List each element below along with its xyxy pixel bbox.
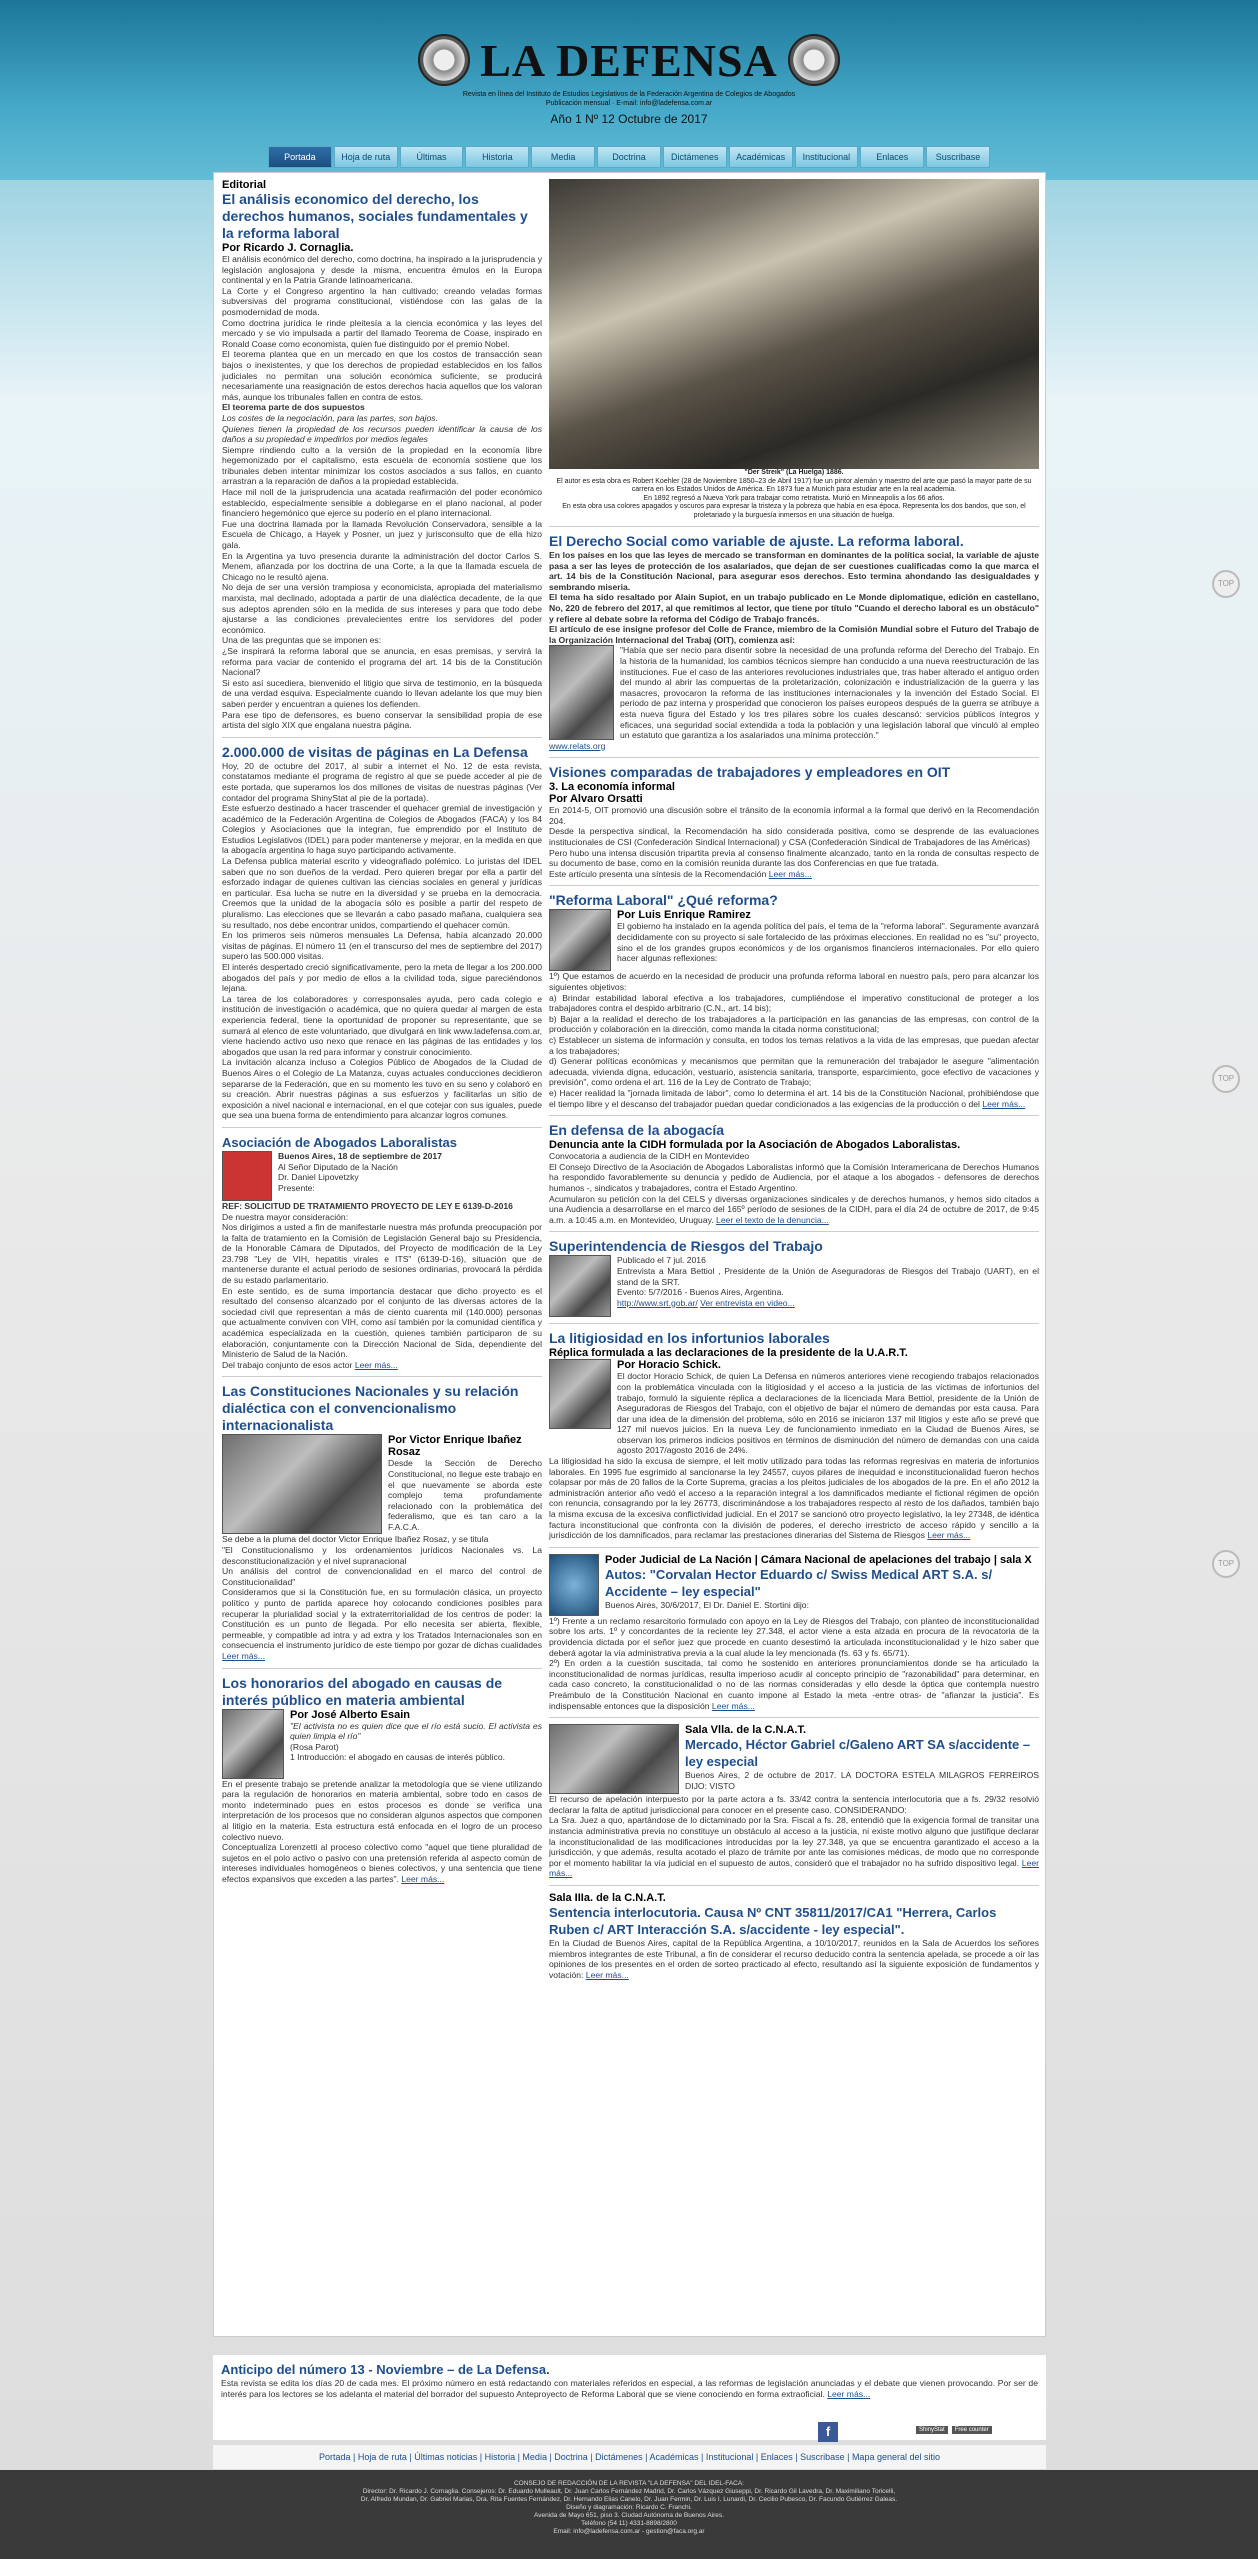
- article-text: Una de las preguntas que se imponen es:: [222, 635, 382, 646]
- read-more-link[interactable]: Leer más...: [401, 1873, 445, 1884]
- nav-portada[interactable]: Portada: [268, 146, 332, 168]
- article-text: Acumularon su petición con la del CELS y diversas organizaciones sindicales y de derechos humanos, y hemos sido citados a una Audiencia a desarrollarse en el marco del 165º período de sesiones de la CIDH, para el día 24 de octubre de 2017, de 9:45 a.m. a 10:45 a.m. en Montevideo, Uruguay.: [549, 1193, 1039, 1225]
- footer-nav[interactable]: Portada | Hoja de ruta | Últimas noticias | Historia | Media | Doctrina | Dictámenes | Académicas | Institucional | Enlaces | Suscribase | Mapa general del sitio: [213, 2445, 1046, 2469]
- divider: [222, 1668, 542, 1669]
- seal-right-icon: [788, 34, 840, 86]
- article-text: Quienes tienen la propiedad de los recursos pueden identificar la causa de los daños a su propiedad e impedirlos por medios legales: [222, 423, 542, 445]
- external-link[interactable]: www.relats.org: [549, 740, 606, 751]
- article-title[interactable]: En defensa de la abogacía: [549, 1122, 725, 1139]
- article-text: 1º) Frente a un reclamo resarcitorio formulado con apoyo en la Ley de Riesgos del Trabajo, con planteo de inconstitucionalidad sobre los arts. 1º y concordantes de la reciente ley 27.348, el actor viene a esta alzada en procura de la revocatoria de la providencia dictada por el señor juez que procede en cuanto desestimó la articulada inconstitucionalidad y le hizo saber que deberá agotar la vía administrativa previa a la cual alude la ley mencionada (fs. 63 y fs. 65/71).: [549, 1615, 1039, 1658]
- article-author: Por Alvaro Orsatti: [549, 793, 643, 806]
- article-text: La invitación alcanza incluso a Colegios Público de Abogados de la Ciudad de Buenos Aires o el Colegio de La Matanza, cuyas actuales conducciones decidieron separarse de la Federación, que en su momento les tuvo en su seno y colaboró en su creación. Abrir nuestras páginas a sus esfuerzos y facilitarlas un sitio de exposición a nivel nacional e internacional, en el que cotejar con sus iguales, puede que sea una buena forma de entendimiento para alcanzar logros comunes.: [222, 1057, 542, 1121]
- article-text: [222, 1587, 542, 1661]
- article-text: Se debe a la pluma del doctor Victor Enrique Ibañez Rosaz, y se titula: [222, 1534, 489, 1545]
- article-text: e) Hacer realidad la "jornada limitada de labor", como lo determina el art. 14 bis de la Constitución Nacional, prohibiéndose que el tiempo libre y el descanso del trabajador puedan quedar condicionados a las exigencias de la producción o del: [549, 1087, 1039, 1109]
- article-text: 1º) Que estamos de acuerdo en la necesidad de producir una profunda reforma laboral en nuestro país, pero para alcanzar los siguientes objetivos:: [549, 971, 1039, 993]
- author-photo: [222, 1709, 284, 1779]
- read-more-link[interactable]: Leer más...: [711, 1700, 755, 1711]
- nav-academicas[interactable]: Académicas: [729, 146, 793, 168]
- article-author: Por Victor Enrique Ibañez Rosaz: [388, 1434, 522, 1459]
- article-intro: [549, 909, 1039, 971]
- editorial-label: Editorial: [222, 179, 267, 191]
- left-column: [222, 179, 542, 1884]
- article-text: [549, 1194, 1039, 1226]
- nav-dictamenes[interactable]: Dictámenes: [663, 146, 727, 168]
- painting-caption: En esta obra usa colores apagados y oscuros para expresar la tristeza y la pobreza que había en esa época. Representa los dos bandos, que son, el proletariado y la burguesía inmersos en una situación de huelga.: [562, 503, 1026, 519]
- read-more-link[interactable]: Leer más...: [354, 1359, 398, 1370]
- article-text: En los países en los que las leyes de mercado se transforman en dominantes de la política social, la variable de ajuste pasa a ser las leyes de protección de los asalariados, que dejan de ser cuestiones cualificadas como la que marca el art. 14 bis de la Constitución Nacional, para asegurar esos derechos. Esto termina ahondando las desigualdades y sembrando miseria.: [549, 550, 1039, 592]
- author-photo: [549, 645, 614, 740]
- interview-photo: [549, 1255, 611, 1317]
- article-title[interactable]: Autos: "Corvalan Hector Eduardo c/ Swiss Medical ART S.A. s/ Accidente – ley especial": [605, 1566, 993, 1599]
- article-text: En el presente trabajo se pretende analizar la metodología que se viene utilizando para la regulación de honorarios en materia ambiental, sobre todo en casos de monto indeterminado pues en estos procesos es donde se verifica una interpretación de los procesos que no consideran algunos aspectos que componen al litigio en la materia. Esta estructura está enfocada en el logro de un proceso colectivo nuevo.: [222, 1778, 542, 1842]
- court-label: Sala Vlla. de la C.N.A.T.: [685, 1724, 807, 1737]
- article-text: a) Brindar estabilidad laboral efectiva a los trabajadores, cumpliéndose el imperativo constitucional de proteger a los trabajadores contra el despido arbitrario (C.N., art. 14 bis);: [549, 992, 1039, 1014]
- article-text: 2º) En orden a la cuestión suscitada, tal como he sostenido en anteriores pronunciamientos donde se ha articulado la inconstitucionalidad de normas jurídicas, resulta imperioso acudir al concepto principio de "razonabilidad" para determinar, en cada caso concreto, la constitucionalidad o no de las normas consideradas y ello desde la óptica que contempla nuestro Preámbulo de la Constitución Nacional en cuanto impone al Estado la meta -entre otras- de "afianzar la justicia". Es indispensable entonces que la disposición: [549, 1658, 1039, 1711]
- main-nav: [268, 146, 990, 168]
- read-more-link[interactable]: Leer más...: [827, 2388, 871, 2399]
- article-title[interactable]: La litigiosidad en los infortunios laborales: [549, 1330, 830, 1347]
- article-text: La litigiosidad ha sido la excusa de siempre, el leit motiv utilizado para todas las reformas regresivas en materia de infortunios laborales. En 1995 fue esgrimido al sancionarse la ley 24557, cuyos pilares de inequidad e inconstitucionalidad fueron hechos colapsar por más de 20 fallos de la Corte Suprema, gracias a los pleitos judiciales de los abogados de la pre. En el año 2012 la administración anterior año vedó el acceso a la reparación integral a los damnificados mediante el fictional régimen de opción con renuncia, consagrando por la ley 26773, discriminándose a los trabajadores respecto al resto de los dañados, también bajo la misma excusa de la excesiva conflictividad judicial. En el 2017 se sancionó otro proyecto legislativo, la ley 27348, de idéntica factura inconstitucional que confronta con la división de poderes, el derecho irrestricto de acceso rápido y sencillo a la jurisdicción de los damnificados, para reclamar las prestaciones dinerarias del Sistema de Riesgos: [549, 1456, 1039, 1541]
- article-text: Entrevista a Mara Bettiol , Presidente de la Unión de Aseguradoras de Riesgos del Trabajo (UART), en el stand de la SRT.: [617, 1265, 1039, 1287]
- content-page: [213, 172, 1046, 2337]
- article-text: Desde la Sección de Derecho Constitucional, no llegue este trabajo en el que nuevamente se aborda este complejo tema profundamente relacionado con la problemática del federalismo, que es tan caro a la F.A.C.A.: [388, 1458, 542, 1532]
- article-title[interactable]: 2.000.000 de visitas de páginas en La Defensa: [222, 743, 528, 760]
- header-contact: Publicación mensual · E-mail: info@ladefensa.com.ar: [545, 100, 713, 107]
- nav-hoja-de-ruta[interactable]: Hoja de ruta: [334, 146, 398, 168]
- article-text: [549, 869, 1039, 880]
- divider: [549, 526, 1039, 527]
- article-title[interactable]: Asociación de Abogados Laboralistas: [222, 1134, 458, 1150]
- article-text: En la Ciudad de Buenos Aires, capital de la República Argentina, a 10/10/2017, reunidos en la Sala de Acuerdos los señores miembros integrantes de este Tribunal, a fin de considerar el recurso deducido contra la sentencia apelada, se procede a oír las opiniones de los presentes en el orden de sorteo practicado al efecto, resultando así la siguiente exposición de fundamentos y votación:: [549, 1937, 1039, 1980]
- article-text: En 2014-5, OIT promovió una discusión sobre el tránsito de la economía informal a la formal que derivó en la Recomendación 204.: [549, 805, 1039, 826]
- letter-recipient: Dr. Daniel Lipovetzky: [278, 1172, 359, 1183]
- article-title[interactable]: "Reforma Laboral" ¿Qué reforma?: [549, 892, 778, 909]
- article-text: La Corte y el Congreso argentino la han cultivado; creando veladas formas subversivas del programa constitucional, vistiéndose con las galas de la posmodernidad de moda.: [222, 285, 542, 317]
- article-title[interactable]: Sentencia interlocutoria. Causa Nº CNT 35811/2017/CA1 "Herrera, Carlos Ruben c/ ART Interacción S.A. s/accidente - ley especial".: [549, 1904, 997, 1937]
- article-text: [222, 1842, 542, 1884]
- article-intro: [549, 1255, 1039, 1317]
- article-text: La tarea de los colaboradores y corresponsales ayuda, pero cada colegio e institución de investigación o académica, que no quiera quedar al margen de esta experiencia federal, tiene la oportunidad de proponer su representante, que se sumará al elenco de este voluntariado, que divulgará en link www.ladefensa.com.ar, viene haciendo activo uso nexo que renace en las páginas de las entidades y los abogados que usan la red para informar y construir conocimiento.: [222, 993, 542, 1057]
- article-author: Por Ricardo J. Cornaglia.: [222, 242, 354, 254]
- article-title[interactable]: Superintendencia de Riesgos del Trabajo: [549, 1238, 823, 1255]
- divider: [549, 1547, 1039, 1548]
- article-text: Si esto así sucediera, bienvenido el litigio que sirva de testimonio, en la búsqueda de una verdad esquiva. Especialmente cuando lo llevan adelante los que muy bien saben perder y encuentran a quienes los defienden.: [222, 677, 542, 709]
- article-author: Por José Alberto Esain: [290, 1708, 411, 1721]
- read-more-link[interactable]: Leer más...: [768, 868, 812, 879]
- article-text: Evento: 5/7/2016 - Buenos Aires, Argentina.: [617, 1287, 784, 1298]
- footer-line: Teléfono (54 11) 4331-8898/2800: [581, 2520, 677, 2527]
- court-label: Poder Judicial de La Nación | Cámara Nacional de apelaciones del trabajo | sala X: [605, 1553, 1032, 1566]
- external-link[interactable]: http://www.srt.gob.ar/: [617, 1297, 698, 1308]
- article-text: [222, 1360, 542, 1371]
- scroll-top-icon[interactable]: TOP: [1212, 1065, 1240, 1093]
- nav-historia[interactable]: Historia: [465, 146, 529, 168]
- article-text: El gobierno ha instalado en la agenda política del país, el tema de la "reforma laboral". Seguramente avanzará decididamente con su proyecto si sale fortalecido de las próximas elecciones. En realidad no es "su" proyecto, sino el de los grandes grupos económicos y de los organismos financieros internacionales. Por ello quiero hacer algunas reflexiones:: [617, 921, 1039, 964]
- author-photo: [549, 909, 611, 971]
- article-text: Publicado el 7 jul. 2016: [617, 1255, 706, 1266]
- association-logo: [222, 1151, 272, 1201]
- quote-block: [549, 645, 1039, 740]
- painting-image: [549, 179, 1039, 469]
- letter-recipient: Presente:: [278, 1182, 315, 1193]
- divider: [549, 757, 1039, 758]
- article-text: Del trabajo conjunto de esos actor: [222, 1359, 353, 1370]
- painting-caption: En 1892 regresó a Nueva York para trabajar como retratista. Murió en Minneapolis a los 66 años.: [643, 494, 945, 502]
- article-text: Buenos Aires, 30/6/2017, El Dr. Daniel E. Stortini dijo:: [605, 1599, 809, 1610]
- article-text: [549, 1938, 1039, 1980]
- nav-ultimas-noticias[interactable]: Últimas: [400, 146, 464, 168]
- article-subtitle: 3. La economía informal: [549, 781, 675, 794]
- divider: [222, 1376, 542, 1377]
- article-text: [549, 1658, 1039, 1711]
- article-author: Por Luis Enrique Ramirez: [617, 909, 751, 922]
- painting-caption: El autor es esta obra es Robert Koehler (28 de Noviembre 1850–23 de Abril 1917) fue un pintor alemán y maestro del arte que pasó la mayor parte de su carrera en los Estados Unidos de América. En 1873 fue a Munich para estudiar arte en la real academia.: [556, 477, 1032, 493]
- site-header: [210, 30, 1048, 140]
- article-text: Buenos Aires, 2 de octubre de 2017. LA DOCTORA ESTELA MILAGROS FERREIROS DIJO: VISTO: [685, 1770, 1039, 1791]
- article-text: No deja de ser una versión trampiosa y economicista, apropiada del materialismo marxista, mal declinado, adoptada a partir de una dialéctica decadente, de la que sus adeptos aprenden sólo en la medida de sus intereses y para que todo debe ajustarse a las condiciones prevalecientes entre los servidores del poder económico.: [222, 582, 542, 635]
- article-intro: [222, 1434, 542, 1534]
- footer-line: Avenida de Mayo 651, piso 3. Ciudad Autónoma de Buenos Aires.: [534, 2512, 724, 2519]
- article-text: Desde la perspectiva sindical, la Recomendación ha sido considerada positiva, como se desprende de las evaluaciones institucionales de CSI (Confederación Sindical Internacional) y CSA (Confederación Sindical de Trabajadores de las Américas): [549, 826, 1039, 848]
- read-more-link[interactable]: Leer más...: [549, 1857, 1039, 1879]
- next-issue-text: [221, 2378, 1038, 2399]
- judiciary-seal-icon: [549, 1554, 599, 1616]
- letter-date: Buenos Aires, 18 de septiembre de 2017: [278, 1150, 442, 1161]
- nav-media[interactable]: Media: [531, 146, 595, 168]
- letter-recipient: Al Señor Diputado de la Nación: [278, 1161, 398, 1172]
- article-quote: "Había que ser necio para disentir sobre la necesidad de una profunda reforma del Derecho del Trabajo. En la historia de la humanidad, los cambios técnicos siempre han conducido a una nueva reestructuración de las instituciones. Fue el caso de las anteriores revoluciones industriales que, tras haber alterado el antiguo orden del mundo al abrir las compuertas de la proletarización, colonización e industrialización de la guerra y las masacres, provocaron la reforma de las instituciones internacionales y la invención del Estado Social. El periodo de paz interna y prosperidad que conocieron los países europeos después de la guerra se atribuye a esta nueva figura del Estado y los tres pilares sobre los cuales descansó: servicios públicos íntegros y eficaces, una seguridad social extendida a toda la población y una legislación laboral que vinculó al empleo un estatuto que garantiza a los asalariados una mínima protección.": [620, 645, 1039, 741]
- article-title[interactable]: Mercado, Héctor Gabriel c/Galeno ART SA s/accidente – ley especial: [685, 1737, 1031, 1770]
- painting-caption-title: "Der Streik" (La Huelga) 1886.: [744, 469, 844, 476]
- article-text: La Sra. Juez a quo, apartándose de lo dictaminado por la Sra. Fiscal a fs. 28, entendió que la exigencia formal de transitar una instancia administrativa previa no constituye un obstáculo al acceso a la justicia, ni existe motivo alguno que justifique declarar la inconstitucionalidad de las modificaciones introducidas por la ley 27.348, ya que se encuentra garantizado el acceso a la jurisdicción, y que además, resulta acotado el plazo de trámite por ante las comisiones médicas, de modo que no corresponde por el momento habilitar la vía judicial en el supuesto de autos, consideró que el trabajador no ha sufrido dispositivo legal.: [549, 1815, 1039, 1868]
- article-text: Este artículo presenta una síntesis de la Recomendación: [549, 868, 767, 879]
- counter-badges: [916, 2426, 992, 2434]
- article-text: [549, 1456, 1039, 1541]
- divider: [549, 1885, 1039, 1886]
- nav-enlaces[interactable]: Enlaces: [860, 146, 924, 168]
- article-text: La Defensa publica material escrito y videografiado polémico. Lo juristas del IDEL saben que no son dueños de la verdad. Pero quieren bregar por ella a partir del esforzado indagar de quienes cultivan las ciencias sociales en general y jurídicas en particular. Esa lucha se nutre en la diversidad y se prueba en la democracia. Creemos que la unidad de la abogacía sólo es posible a partir del respeto de pluralismo. Las elecciones que se llevarán a cabo pasado mañana, cualquiera sea su resultado, nos debe encontrar unidos, compartiendo el quehacer común.: [222, 856, 542, 930]
- footer-line: Dr. Alfredo Mundan, Dr. Gabriel Marias, Dra. Rita Fuentes Fernández, Dr. Hernando Elias Canelo, Dr. Juan Fermin, Dr. Luis I. Lunardi, Dr. Cecilio Pubesco, Dr. Facundo Gutiérrez Galeas.: [360, 2496, 898, 2503]
- article-text: ¿Se inspirará la reforma laboral que se anuncia, en esas premisas, y servirá la reforma para vaciar de contenido el programa del art. 14 bis de la Constitución Nacional?: [222, 645, 542, 678]
- read-more-link[interactable]: Leer más...: [222, 1650, 265, 1661]
- article-text: El doctor Horacio Schick, de quien La Defensa en números anteriores viene recogiendo trabajos relacionados con la problemática vinculada con la litigiosidad y el acceso a la justicia de las víctimas de infortunios del trabajo, formuló la siguiente réplica a declaraciones de la licenciada Mara Bettiol, presidente de la Unión de Aseguradoras de Riesgos del Trabajo, con el objetivo de bajar el número de demandas por esta causa. Para dar una idea de la dimensión del problema, sólo en 2016 se iniciaron 137 mil litigios y este año se prevé que 127 mil nuevos juicios. En la nueva Ley de funcionamiento inmediato en la Ciudad de Buenos Aires, se observan los primeros indicios positivos en términos de disminución del número de demandas con una caída agosto 2017/agosto 2016 de 24%.: [617, 1371, 1039, 1456]
- article-text: b) Bajar a la realidad el derecho de los trabajadores a la participación en las ganancias de las empresas, con control de la producción y colaboración en la dirección, como manda la citada norma constitucional;: [549, 1013, 1039, 1035]
- article-text: En este sentido, es de suma importancia destacar que dicho proyecto es el resultado del consenso alcanzado por el conjunto de las diversas actores de la sociedad civil que representan a más de ciento cuarenta mil (140.000) personas que actualmente conviven con VIH, como así también por la comunidad científica y académica especializada en la cuestión, quienes también participaron de su elaboración, conjuntamente con la Dirección Nacional de Sida, dependiente del Ministerio de Salud de la Nación.: [222, 1285, 542, 1360]
- divider: [549, 1717, 1039, 1718]
- facebook-icon[interactable]: f: [818, 2422, 838, 2442]
- divider: [222, 1127, 542, 1128]
- article-subheading: El teorema parte de dos supuestos: [222, 402, 365, 413]
- divider: [549, 1231, 1039, 1232]
- article-text: El teorema plantea que en un mercado en que los costos de transacción sean bajos o inexistentes, y que los derechos de propiedad establecidos en los fallos judiciales no permitan una solución económica suficiente, se producirá necesariamente una reasignación de estos derechos hacia aquellos que los valoran más, aunque los tribunales fallen en contra de estos.: [222, 349, 542, 402]
- article-text: Fue una doctrina llamada por la llamada Revolución Conservadora, sensible a la Escuela de Chicago, a Hayek y Posner, un juez y jurisconsulto que de ella hizo gala.: [222, 518, 542, 551]
- article-quote-source: (Rosa Parot): [290, 1741, 339, 1752]
- nav-suscribase[interactable]: Suscribase: [926, 146, 990, 168]
- divider: [549, 885, 1039, 886]
- court-photo: [549, 1724, 679, 1794]
- article-text: Nos dirigimos a usted a fin de manifestarle nuestra más profunda preocupación por la falta de tratamiento en la Comisión de Legislación General bajo su Presidencia, de la Honorable Cámara de Diputados, del Proyecto de modificación de la Ley 23.798 "Ley de VIH, hepatitis virales e ITS" (6139-D-16), situación que de mantenerse durante el actual periodo de sesiones ordinarias, provocará la pérdida de su estado parlamentario.: [222, 1222, 542, 1286]
- footer-line: Director: Dr. Ricardo J. Cornaglia. Consejeros: Dr. Eduardo Mulleault, Dr. Juan Carlos Fernández Madrid, Dr. Carlos Vázquez Giuseppi, Dr. Ricardo Gil Lavedra, Dr. Maximiliano Toricelli,: [362, 2488, 896, 2495]
- article-subtitle: Convocatoria a audiencia de la CIDH en Montevideo: [549, 1151, 750, 1162]
- seal-left-icon: [418, 34, 470, 86]
- article-text: De nuestra mayor consideración:: [222, 1211, 349, 1222]
- article-text: c) Establecer un sistema de información y consulta, en todos los temas relativos a la vida de las empresas, que puedan afectar a los trabajadores;: [549, 1035, 1039, 1056]
- read-more-link[interactable]: Leer más...: [927, 1530, 971, 1541]
- author-photo: [549, 1359, 611, 1429]
- article-text: El tema ha sido resaltado por Alain Supiot, en un trabajo publicado en Le Monde diplomatique, edición en castellano, No, 220 de febrero del 2017, al que remitimos al lector, que tiene por título "Cuando el derecho laboral es un obstáculo" y refiere al debate sobre la reforma del Código de Trabajo francés.: [549, 592, 1039, 624]
- article-text: "El Constitucionalismo y los ordenamientos jurídicos Nacionales vs. La desconstitucionalización y el nivel supranacional: [222, 1545, 542, 1566]
- nav-institucional[interactable]: Institucional: [795, 146, 859, 168]
- article-text: [549, 1088, 1039, 1109]
- footer-email[interactable]: Email: info@ladefensa.com.ar - gestion@faca.org.ar: [553, 2528, 705, 2535]
- article-title[interactable]: Las Constituciones Nacionales y su relación dialéctica con el convencionalismo internacionalista: [222, 1383, 519, 1434]
- article-text: Consideramos que si la Constitución fue, en su formulación clásica, un proyecto político y punto de partida aparece hoy colocando condiciones posibles para recuperar la plurialidad social y la extraterritorialidad de los centros de poder: la Constitución es un punto de llegada. Por ello necesita ser abierta, flexible, permeable, y compatible ad intra y ad extra y los Tratados Internacionales son en consecuencia el instrumento jurídico de este tiempo por gozar de dichas cualidades: [222, 1587, 542, 1651]
- site-title[interactable]: LA DEFENSA: [480, 34, 778, 86]
- ruling-block: [549, 1554, 1039, 1616]
- court-label: Sala IIIa. de la C.N.A.T.: [549, 1891, 666, 1904]
- article-title[interactable]: Visiones comparadas de trabajadores y empleadores en OIT: [549, 764, 951, 781]
- article-text: Siempre rindiendo culto a la versión de la propiedad en la economía libre hegemonizado por el capitalismo, esta escuela de economía sostiene que los tribunales deben intentar minimizar los costos asociados a sus fallos, en cuanto arrastran a la reparación de daños a la propiedad establecida.: [222, 444, 542, 487]
- divider: [549, 1323, 1039, 1324]
- article-text: Hoy, 20 de octubre del 2017, al subir a internet el No. 12 de esta revista, constatamos mediante el programa de registro al que se puede acceder al pie de este portada, que superamos los dos millones de visitas de nuestras páginas (Ver contador del programa ShinyStat al pie de la portada).: [222, 760, 542, 803]
- article-intro: [549, 1359, 1039, 1456]
- article-text: Un análisis del control de convencionalidad en el marco del control de Constitucionalidad": [222, 1566, 542, 1587]
- read-more-link[interactable]: Leer más...: [982, 1098, 1026, 1109]
- article-quote: "El activista no es quien dice que el río está sucio. El activista es quien limpia el río": [290, 1720, 542, 1742]
- article-text: Los costes de la negociación, para las partes, son bajos.: [222, 412, 438, 423]
- read-more-link[interactable]: Leer el texto de la denuncia...: [716, 1214, 829, 1225]
- article-text: En la Argentina ya tuvo presencia durante la administración del doctor Carlos S. Menem, afianzada por los doctrina de una Corte, a la que la llamada escuela de Chicago no le resultó ajena.: [222, 550, 542, 582]
- article-author: Por Horacio Schick.: [617, 1359, 721, 1372]
- shinystat-badge[interactable]: ShinyStat: [916, 2426, 948, 2434]
- article-text: Para ese tipo de defensores, es bueno conservar la sensibilidad propia de ese artista del siglo XIX que engalana nuestra página.: [222, 709, 542, 731]
- divider: [222, 737, 542, 738]
- counter-badge[interactable]: Free counter: [952, 2426, 992, 2434]
- author-photo: [222, 1434, 382, 1534]
- next-issue-text: Esta revista se edita los días 20 de cada mes. El próximo número en está redactando con materiales referidos en especial, a las reformas de legislación anunciadas y el debate que vienen provocando. Por ser de interés para los lectores se los adelanta el material del borrador del supuesto Anteproyecto de Reforma Laboral que se viene conociendo en forma extraoficial.: [221, 2378, 1038, 2399]
- letter-header: [222, 1151, 542, 1201]
- article-intro: [222, 1709, 542, 1779]
- article-text: En los primeros seis números mensuales La Defensa, había alcanzado 20.000 visitas de páginas. El número 11 (en el transcurso del mes de septiembre del 2017) supero las 500.000 visitas.: [222, 930, 542, 962]
- footer-line: CONSEJO DE REDACCIÓN DE LA REVISTA "LA DEFENSA" DEL IDEL-FACA:: [513, 2480, 744, 2487]
- letter-ref: REF: SOLICITUD DE TRATAMIENTO PROYECTO DE LEY E 6139-D-2016: [222, 1200, 513, 1211]
- article-text: El artículo de ese insigne profesor del Colle de France, miembro de la Comisión Mundial sobre el Futuro del Trabajo de la Organización Internacional del Trabaj (OIT), comienza así:: [549, 624, 1039, 645]
- article-text: Conceptualiza Lorenzetti al proceso colectivo como "aquel que tiene pluralidad de sujetos en el polo activo o pasivo con una pretensión referida al aspecto común de intereses individuales homogéneos o bienes colectivos, y una sentencia que tiene efectos expansivos que exceden a las partes".: [222, 1842, 542, 1884]
- article-title[interactable]: El Derecho Social como variable de ajuste. La reforma laboral.: [549, 533, 964, 549]
- scroll-top-icon[interactable]: TOP: [1212, 570, 1240, 598]
- article-subtitle: Réplica formulada a las declaraciones de la presidente de la U.A.R.T.: [549, 1347, 908, 1360]
- article-text: d) Generar políticas económicas y mecanismos que permitan que la remuneración del trabajador le asegure "alimentación adecuada, vivienda digna, educación, vestuario, asistencia sanitaria, transporte, esparcimiento, goce efectivo de vacaciones y previsión", como ordena el art. 116 de la Ley de Contrato de Trabajo;: [549, 1056, 1039, 1088]
- article-title[interactable]: Los honorarios del abogado en causas de interés público en materia ambiental: [222, 1674, 503, 1708]
- logo-row: [210, 30, 1048, 90]
- read-more-link[interactable]: Leer más...: [585, 1969, 629, 1980]
- article-title[interactable]: El análisis economico del derecho, los derechos humanos, sociales fundamentales y la reforma laboral: [222, 191, 528, 241]
- article-subtitle: Denuncia ante la CIDH formulada por la Asociación de Abogados Laboralistas.: [549, 1139, 961, 1152]
- article-text: 1 Introducción: el abogado en causas de interés público.: [290, 1752, 505, 1763]
- footer-line: Diseño y diagramación: Ricardo C. Franchi.: [566, 2504, 692, 2511]
- article-text: El análisis económico del derecho, como doctrina, ha inspirado a la jurisprudencia y legislación anglosajona y desde la misma, encuentra émulos en la Europa continental y en la Patria Grande latinoamericana.: [222, 254, 542, 286]
- video-link[interactable]: Ver entrevista en video...: [700, 1297, 795, 1308]
- header-subtitle: Revista en línea del Instituto de Estudios Legislativos de la Federación Argentina de Colegios de Abogados: [462, 91, 796, 98]
- next-issue-title[interactable]: Anticipo del número 13 - Noviembre – de La Defensa.: [221, 2362, 550, 2377]
- footer-credits: [0, 2470, 1258, 2559]
- right-column: [549, 179, 1039, 1980]
- article-text: El interés despertado creció significativamente, pero la meta de llegar a los 200.000 abogados del país y por medio de ellos a la civilidad toda, sigue pareciéndonos lejana.: [222, 962, 542, 994]
- article-text: Como doctrina jurídica le rinde pleitesía a la ciencia económica y las leyes del mercado y se vio impulsada a partir del llamado Teorema de Coase, inspirado en Ronald Coase como economista, quien fue distinguido por el premio Nobel.: [222, 317, 542, 349]
- nav-doctrina[interactable]: Doctrina: [597, 146, 661, 168]
- divider: [549, 1115, 1039, 1116]
- article-text: El recurso de apelación interpuesto por la parte actora a fs. 33/42 contra la sentencia interlocutoria que a fs. 29/32 resolvió declarar la falta de aptitud jurisdiccional para conocer en el presente caso. CONSIDERANDO:: [549, 1794, 1039, 1815]
- article-text: Hace mil noll de la jurisprudencia una acatada reafirmación del poder económico establecido, especialmente sensible a doblegarse en el plano nacional, al poder financiero hegemónico que ejerce su poderío en el plano internacional.: [222, 487, 542, 519]
- article-text: El Consejo Directivo de la Asociación de Abogados Laboralistas informó que la Comisión Interamericana de Derechos Humanos ha respondido favorablemente su denuncia y pedido de Audiencia, por el ataque a los abogados - defensores de derechos humanos -, sindicatos y trabajadores, contra el Estado Argentino.: [549, 1161, 1039, 1193]
- scroll-top-icon[interactable]: TOP: [1212, 1550, 1240, 1578]
- article-text: Este esfuerzo destinado a hacer trascender el quehacer gremial de investigación y académico de la Federación Argentina de Colegios de Abogados (FACA) y los 84 Colegios y Asociaciones que la integran, fue emprendido por el Instituto de Estudios Legislativos (IDEL) para poder mantenerse y mejorar, en la medida en que la abogacía argentina lo haga suyo participando activamente.: [222, 803, 542, 856]
- article-text: [549, 1815, 1039, 1879]
- issue-label: Año 1 Nº 12 Octubre de 2017: [550, 112, 708, 126]
- ruling-block: [549, 1724, 1039, 1794]
- article-text: Pero hubo una intensa discusión tripartita previa al consenso finalmente alcanzado, tanto en la ronda de consultas respecto de su documento de base, como en la comisión reunida durante las dos Conferencias en que fue tratada.: [549, 847, 1039, 869]
